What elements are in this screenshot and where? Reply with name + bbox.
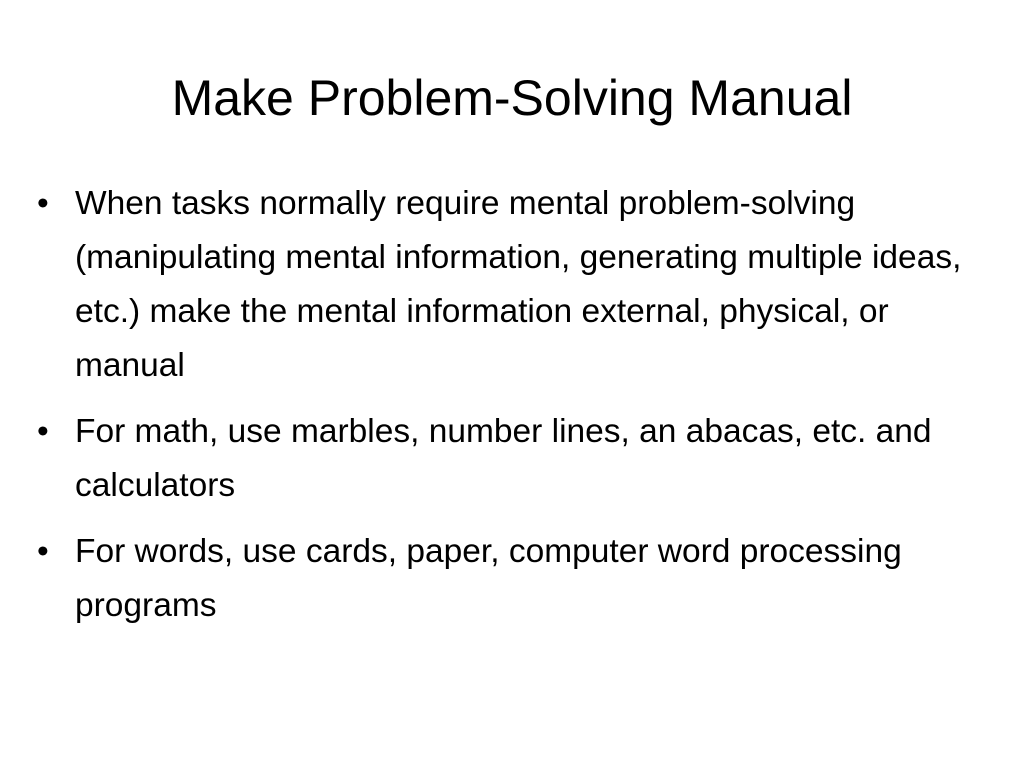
bullet-icon: • [37,185,49,222]
bullet-icon: • [37,533,49,570]
bullet-item-math [37,405,987,513]
bullet-text: For words, use cards, paper, computer word processing programs [75,533,902,624]
bullet-item-mental-information [37,177,987,393]
bullet-icon: • [37,413,49,450]
bullet-list [37,177,987,645]
slide-title: Make Problem-Solving Manual [171,70,853,126]
bullet-item-words [37,525,987,633]
bullet-text: For math, use marbles, number lines, an abacas, etc. and calculators [75,413,932,504]
bullet-text: When tasks normally require mental problem-solving (manipulating mental information, generating multiple ideas, etc.) make the mental information external, physical, or manual [75,185,962,384]
